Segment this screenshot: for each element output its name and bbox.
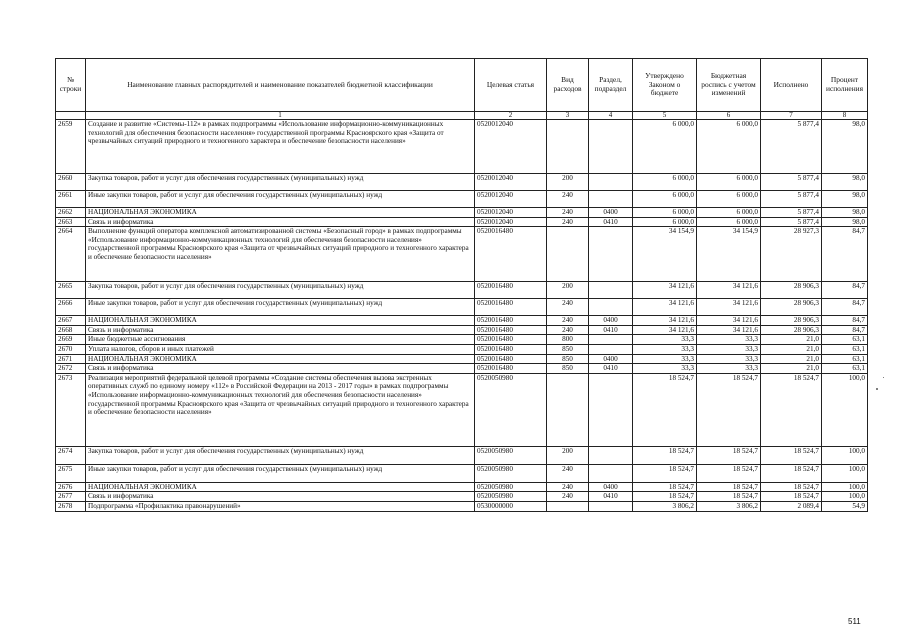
expense-type-cell	[547, 373, 589, 446]
column-number: 8	[822, 112, 868, 120]
row-number-cell: 2671	[56, 354, 86, 364]
target-article-cell: 0520012040	[475, 191, 547, 208]
row-number-cell: 2670	[56, 344, 86, 354]
approved-cell: 34 121,6	[633, 299, 697, 316]
executed-cell: 28 906,3	[761, 282, 822, 299]
section-cell	[589, 174, 633, 191]
target-article-cell: 0530000000	[475, 501, 547, 511]
executed-cell: 18 524,7	[761, 373, 822, 446]
percent-cell: 100,0	[822, 482, 868, 492]
section-cell	[589, 227, 633, 282]
percent-cell: 63,1	[822, 354, 868, 364]
executed-cell: 5 877,4	[761, 191, 822, 208]
executed-cell: 28 906,3	[761, 299, 822, 316]
row-name-cell: НАЦИОНАЛЬНАЯ ЭКОНОМИКА	[86, 316, 475, 326]
executed-cell: 21,0	[761, 344, 822, 354]
approved-cell: 6 000,0	[633, 208, 697, 218]
table-row	[56, 464, 868, 482]
expense-type-cell: 240	[547, 191, 589, 208]
expense-type-cell	[547, 120, 589, 174]
executed-cell: 21,0	[761, 354, 822, 364]
row-name-cell: НАЦИОНАЛЬНАЯ ЭКОНОМИКА	[86, 354, 475, 364]
percent-cell: 100,0	[822, 492, 868, 502]
target-article-cell: 0520050980	[475, 373, 547, 446]
table-row	[56, 364, 868, 374]
table-row	[56, 373, 868, 446]
row-name-cell: Создание и развитие «Системы-112» в рамках подпрограммы «Использование информационно-коммуникационных технологий для обеспечения безопасности населения» государственной программы Красноярского края «Защита от чрезвычайных ситуаций природного и техногенного характера и обеспечение безопасности населения»	[86, 120, 475, 174]
row-name-cell: Иные закупки товаров, работ и услуг для обеспечения государственных (муниципальных) нужд	[86, 299, 475, 316]
percent-cell: 84,7	[822, 325, 868, 335]
table-row	[56, 344, 868, 354]
row-number-cell: 2660	[56, 174, 86, 191]
section-cell	[589, 191, 633, 208]
table-row	[56, 492, 868, 502]
percent-cell: 98,0	[822, 120, 868, 174]
page-number: 511	[848, 617, 861, 626]
target-article-cell: 0520016480	[475, 354, 547, 364]
budget-schedule-cell: 6 000,0	[697, 174, 761, 191]
column-number: 5	[633, 112, 697, 120]
expense-type-cell: 240	[547, 325, 589, 335]
row-number-cell: 2678	[56, 501, 86, 511]
table-row	[56, 174, 868, 191]
section-cell	[589, 501, 633, 511]
section-cell: 0400	[589, 316, 633, 326]
row-number-cell: 2664	[56, 227, 86, 282]
target-article-cell: 0520016480	[475, 325, 547, 335]
section-cell: 0400	[589, 354, 633, 364]
approved-cell: 33,3	[633, 344, 697, 354]
percent-cell: 54,9	[822, 501, 868, 511]
table-row	[56, 191, 868, 208]
executed-cell: 5 877,4	[761, 217, 822, 227]
table-row	[56, 282, 868, 299]
budget-schedule-cell: 6 000,0	[697, 208, 761, 218]
approved-cell: 18 524,7	[633, 446, 697, 464]
expense-type-cell	[547, 501, 589, 511]
table-row	[56, 316, 868, 326]
row-number-cell: 2659	[56, 120, 86, 174]
approved-cell: 33,3	[633, 354, 697, 364]
expense-type-cell: 850	[547, 364, 589, 374]
row-number-cell: 2676	[56, 482, 86, 492]
budget-schedule-cell: 18 524,7	[697, 373, 761, 446]
budget-schedule-cell: 34 154,9	[697, 227, 761, 282]
row-number-cell: 2675	[56, 464, 86, 482]
row-name-cell: Иные закупки товаров, работ и услуг для обеспечения государственных (муниципальных) нужд	[86, 464, 475, 482]
approved-cell: 6 000,0	[633, 120, 697, 174]
section-cell: 0410	[589, 492, 633, 502]
executed-cell: 18 524,7	[761, 492, 822, 502]
row-name-cell: НАЦИОНАЛЬНАЯ ЭКОНОМИКА	[86, 482, 475, 492]
row-name-cell: Реализация мероприятий федеральной целевой программы «Создание системы обеспечения вызова экстренных оперативных служб по единому номеру «112» в Российской Федерации на 2013 - 2017 годы» в рамках подпрограммы «Использование информационно-коммуникационных технологий для обеспечения безопасности населения» государственной программы Красноярского края «Защита от чрезвычайных ситуаций природного и техногенного характера и обеспечение безопасности населения»	[86, 373, 475, 446]
approved-cell: 18 524,7	[633, 373, 697, 446]
approved-cell: 3 806,2	[633, 501, 697, 511]
expense-type-cell: 240	[547, 217, 589, 227]
table-row	[56, 299, 868, 316]
expense-type-cell	[547, 227, 589, 282]
row-number-cell: 2665	[56, 282, 86, 299]
executed-cell: 5 877,4	[761, 120, 822, 174]
row-name-cell: НАЦИОНАЛЬНАЯ ЭКОНОМИКА	[86, 208, 475, 218]
row-number-cell: 2663	[56, 217, 86, 227]
expense-type-cell: 850	[547, 344, 589, 354]
row-number-cell: 2662	[56, 208, 86, 218]
row-name-cell: Подпрограмма «Профилактика правонарушений»	[86, 501, 475, 511]
column-number: 7	[761, 112, 822, 120]
target-article-cell: 0520012040	[475, 217, 547, 227]
row-number-cell: 2677	[56, 492, 86, 502]
row-name-cell: Уплата налогов, сборов и иных платежей	[86, 344, 475, 354]
executed-cell: 21,0	[761, 335, 822, 345]
expense-type-cell: 240	[547, 482, 589, 492]
target-article-cell: 0520016480	[475, 344, 547, 354]
executed-cell: 5 877,4	[761, 174, 822, 191]
executed-cell: 21,0	[761, 364, 822, 374]
row-name-cell: Связь и информатика	[86, 492, 475, 502]
table-row	[56, 227, 868, 282]
column-number: 2	[475, 112, 547, 120]
target-article-cell: 0520016480	[475, 299, 547, 316]
target-article-cell: 0520050980	[475, 446, 547, 464]
budget-schedule-cell: 33,3	[697, 364, 761, 374]
section-cell: 0400	[589, 482, 633, 492]
percent-cell: 84,7	[822, 299, 868, 316]
section-cell	[589, 299, 633, 316]
percent-cell: 84,7	[822, 282, 868, 299]
table-row	[56, 325, 868, 335]
budget-schedule-cell: 34 121,6	[697, 316, 761, 326]
row-name-cell: Связь и информатика	[86, 217, 475, 227]
expense-type-cell: 800	[547, 335, 589, 345]
expense-type-cell: 240	[547, 316, 589, 326]
table-row	[56, 482, 868, 492]
target-article-cell: 0520012040	[475, 120, 547, 174]
executed-cell: 5 877,4	[761, 208, 822, 218]
approved-cell: 18 524,7	[633, 482, 697, 492]
row-number-cell: 2666	[56, 299, 86, 316]
section-cell	[589, 120, 633, 174]
expense-type-cell: 200	[547, 174, 589, 191]
section-cell	[589, 344, 633, 354]
approved-cell: 33,3	[633, 364, 697, 374]
row-number-cell: 2674	[56, 446, 86, 464]
section-cell	[589, 373, 633, 446]
percent-cell: 63,1	[822, 364, 868, 374]
expense-type-cell: 850	[547, 354, 589, 364]
table-row	[56, 208, 868, 218]
row-name-cell: Иные бюджетные ассигнования	[86, 335, 475, 345]
target-article-cell: 0520050980	[475, 464, 547, 482]
scan-artifact-dot	[883, 377, 884, 378]
percent-cell: 98,0	[822, 191, 868, 208]
percent-cell: 100,0	[822, 446, 868, 464]
section-cell: 0410	[589, 325, 633, 335]
executed-cell: 28 927,3	[761, 227, 822, 282]
row-name-cell: Иные закупки товаров, работ и услуг для обеспечения государственных (муниципальных) нужд	[86, 191, 475, 208]
budget-table	[55, 58, 868, 512]
executed-cell: 18 524,7	[761, 464, 822, 482]
budget-schedule-cell: 34 121,6	[697, 282, 761, 299]
budget-schedule-cell: 18 524,7	[697, 446, 761, 464]
header-budget-schedule: Бюджетная роспись с учетом изменений	[697, 59, 761, 112]
section-cell	[589, 446, 633, 464]
table-body	[56, 120, 868, 512]
table-row	[56, 120, 868, 174]
budget-schedule-cell: 18 524,7	[697, 492, 761, 502]
percent-cell: 84,7	[822, 316, 868, 326]
budget-schedule-cell: 34 121,6	[697, 299, 761, 316]
column-number: 3	[547, 112, 589, 120]
approved-cell: 6 000,0	[633, 217, 697, 227]
percent-cell: 84,7	[822, 227, 868, 282]
row-name-cell: Закупка товаров, работ и услуг для обеспечения государственных (муниципальных) нужд	[86, 282, 475, 299]
header-section: Раздел, подраздел	[589, 59, 633, 112]
column-number: 4	[589, 112, 633, 120]
row-name-cell: Закупка товаров, работ и услуг для обеспечения государственных (муниципальных) нужд	[86, 446, 475, 464]
approved-cell: 34 121,6	[633, 316, 697, 326]
budget-schedule-cell: 33,3	[697, 344, 761, 354]
approved-cell: 33,3	[633, 335, 697, 345]
section-cell	[589, 464, 633, 482]
approved-cell: 34 154,9	[633, 227, 697, 282]
section-cell: 0410	[589, 364, 633, 374]
expense-type-cell: 240	[547, 492, 589, 502]
budget-schedule-cell: 34 121,6	[697, 325, 761, 335]
row-number-cell: 2669	[56, 335, 86, 345]
budget-schedule-cell: 33,3	[697, 354, 761, 364]
approved-cell: 18 524,7	[633, 464, 697, 482]
row-name-cell: Связь и информатика	[86, 364, 475, 374]
expense-type-cell: 240	[547, 299, 589, 316]
row-number-cell: 2661	[56, 191, 86, 208]
header-name: Наименование главных распорядителей и наименование показателей бюджетной классификации	[86, 59, 475, 112]
section-cell	[589, 335, 633, 345]
executed-cell: 18 524,7	[761, 446, 822, 464]
row-number-cell: 2667	[56, 316, 86, 326]
budget-schedule-cell: 6 000,0	[697, 191, 761, 208]
executed-cell: 18 524,7	[761, 482, 822, 492]
row-number-cell: 2668	[56, 325, 86, 335]
header-percent: Процент исполнения	[822, 59, 868, 112]
column-number: 1	[86, 112, 475, 120]
row-name-cell: Выполнение функций оператора комплексной автоматизированной системы «Безопасный город» в рамках подпрограммы «Использование информационно-коммуникационных технологий для обеспечения безопасности населения» государственной программы Красноярского края «Защита от чрезвычайных ситуаций природного и техногенного характера и обеспечение безопасности населения»	[86, 227, 475, 282]
budget-schedule-cell: 18 524,7	[697, 482, 761, 492]
target-article-cell: 0520016480	[475, 227, 547, 282]
table-row	[56, 354, 868, 364]
row-number-cell: 2673	[56, 373, 86, 446]
budget-schedule-cell: 33,3	[697, 335, 761, 345]
approved-cell: 6 000,0	[633, 174, 697, 191]
percent-cell: 98,0	[822, 208, 868, 218]
target-article-cell: 0520012040	[475, 174, 547, 191]
budget-schedule-cell: 18 524,7	[697, 464, 761, 482]
scan-artifact-dot	[876, 388, 878, 390]
expense-type-cell: 240	[547, 208, 589, 218]
table-row	[56, 446, 868, 464]
executed-cell: 28 906,3	[761, 316, 822, 326]
expense-type-cell: 200	[547, 282, 589, 299]
target-article-cell: 0520016480	[475, 364, 547, 374]
header-expense-type: Вид расходов	[547, 59, 589, 112]
column-number: 6	[697, 112, 761, 120]
percent-cell: 63,1	[822, 335, 868, 345]
column-number-row	[56, 112, 868, 120]
table-row	[56, 217, 868, 227]
executed-cell: 28 906,3	[761, 325, 822, 335]
expense-type-cell: 200	[547, 446, 589, 464]
budget-schedule-cell: 6 000,0	[697, 120, 761, 174]
percent-cell: 63,1	[822, 344, 868, 354]
target-article-cell: 0520050980	[475, 482, 547, 492]
target-article-cell: 0520012040	[475, 208, 547, 218]
row-name-cell: Закупка товаров, работ и услуг для обеспечения государственных (муниципальных) нужд	[86, 174, 475, 191]
approved-cell: 6 000,0	[633, 191, 697, 208]
section-cell: 0400	[589, 208, 633, 218]
header-executed: Исполнено	[761, 59, 822, 112]
table-row	[56, 335, 868, 345]
approved-cell: 34 121,6	[633, 325, 697, 335]
header-approved: Утверждено Законом о бюджете	[633, 59, 697, 112]
target-article-cell: 0520050980	[475, 492, 547, 502]
target-article-cell: 0520016480	[475, 335, 547, 345]
row-number-cell: 2672	[56, 364, 86, 374]
column-number	[56, 112, 86, 120]
section-cell	[589, 282, 633, 299]
header-row-number: № строки	[56, 59, 86, 112]
percent-cell: 98,0	[822, 174, 868, 191]
section-cell: 0410	[589, 217, 633, 227]
percent-cell: 98,0	[822, 217, 868, 227]
percent-cell: 100,0	[822, 464, 868, 482]
budget-schedule-cell: 6 000,0	[697, 217, 761, 227]
approved-cell: 18 524,7	[633, 492, 697, 502]
executed-cell: 2 089,4	[761, 501, 822, 511]
row-name-cell: Связь и информатика	[86, 325, 475, 335]
approved-cell: 34 121,6	[633, 282, 697, 299]
target-article-cell: 0520016480	[475, 316, 547, 326]
target-article-cell: 0520016480	[475, 282, 547, 299]
percent-cell: 100,0	[822, 373, 868, 446]
table-row	[56, 501, 868, 511]
expense-type-cell: 240	[547, 464, 589, 482]
header-target-article: Целевая статья	[475, 59, 547, 112]
budget-schedule-cell: 3 806,2	[697, 501, 761, 511]
